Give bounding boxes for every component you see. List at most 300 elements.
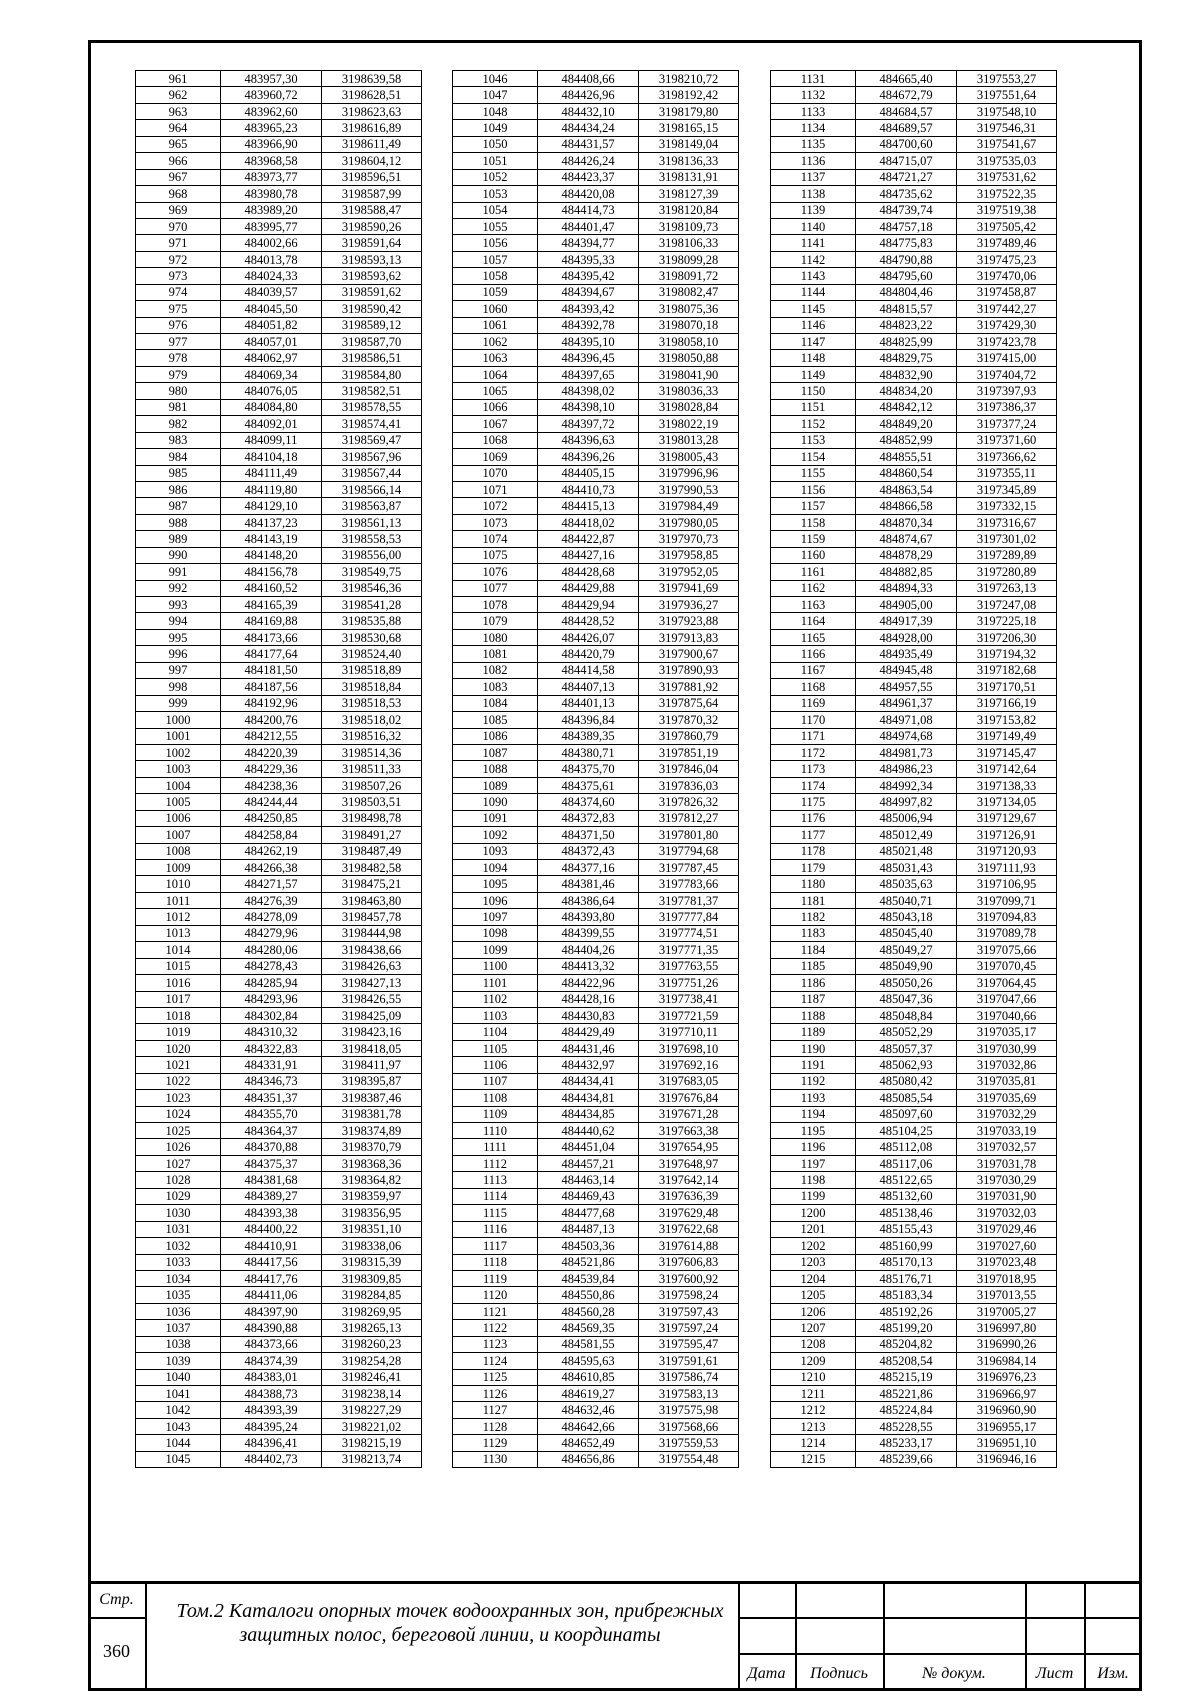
y-coordinate-cell: 3197763,55 [639,958,739,974]
y-coordinate-cell: 3198368,36 [322,1155,422,1171]
point-number-cell: 1214 [771,1435,856,1451]
x-coordinate-cell: 484992,34 [856,777,957,793]
point-number-cell: 1062 [453,334,538,350]
y-coordinate-cell: 3197489,46 [957,235,1057,251]
x-coordinate-cell: 484457,21 [538,1155,639,1171]
point-number-cell: 1090 [453,794,538,810]
x-coordinate-cell: 484266,38 [221,860,322,876]
x-coordinate-cell: 484829,75 [856,350,957,366]
table-row [771,1040,1057,1056]
x-coordinate-cell: 484795,60 [856,268,957,284]
x-coordinate-cell: 485138,46 [856,1205,957,1221]
table-row [771,449,1057,465]
point-number-cell: 1033 [136,1254,221,1270]
point-number-cell: 1168 [771,679,856,695]
point-number-cell: 1027 [136,1155,221,1171]
table-row [771,728,1057,744]
table-row [136,251,422,267]
x-coordinate-cell: 485012,49 [856,827,957,843]
y-coordinate-cell: 3198165,15 [639,120,739,136]
x-coordinate-cell: 484935,49 [856,646,957,662]
table-row [453,103,739,119]
point-number-cell: 1088 [453,761,538,777]
point-number-cell: 1015 [136,958,221,974]
x-coordinate-cell: 484229,36 [221,761,322,777]
x-coordinate-cell: 484418,02 [538,514,639,530]
point-number-cell: 1140 [771,218,856,234]
point-number-cell: 1133 [771,103,856,119]
x-coordinate-cell: 485021,48 [856,843,957,859]
point-number-cell: 1174 [771,777,856,793]
table-row [136,498,422,514]
x-coordinate-cell: 484823,22 [856,317,957,333]
y-coordinate-cell: 3197031,90 [957,1188,1057,1204]
point-number-cell: 1152 [771,416,856,432]
table-row [136,843,422,859]
table-row [453,1418,739,1434]
point-number-cell: 1204 [771,1270,856,1286]
table-row [453,1123,739,1139]
sheet-column-label: Лист [1035,1665,1074,1682]
y-coordinate-cell: 3197355,11 [957,465,1057,481]
table-row [136,186,422,202]
table-row [771,777,1057,793]
y-coordinate-cell: 3197870,32 [639,712,739,728]
y-coordinate-cell: 3197836,03 [639,777,739,793]
point-number-cell: 1156 [771,481,856,497]
table-row [453,1320,739,1336]
x-coordinate-cell: 484413,32 [538,958,639,974]
x-coordinate-cell: 485097,60 [856,1106,957,1122]
table-row [453,794,739,810]
y-coordinate-cell: 3198364,82 [322,1172,422,1188]
table-row [771,1303,1057,1319]
table-row [136,1155,422,1171]
y-coordinate-cell: 3198498,78 [322,810,422,826]
x-coordinate-cell: 485233,17 [856,1435,957,1451]
x-coordinate-cell: 484407,13 [538,679,639,695]
table-row [136,1057,422,1073]
table-row [136,317,422,333]
table-row [136,1369,422,1385]
point-number-cell: 1130 [453,1451,538,1467]
point-number-cell: 1051 [453,153,538,169]
y-coordinate-cell: 3198351,10 [322,1221,422,1237]
y-coordinate-cell: 3198457,78 [322,909,422,925]
table-row [771,153,1057,169]
x-coordinate-cell: 484396,84 [538,712,639,728]
x-coordinate-cell: 484832,90 [856,366,957,382]
point-number-cell: 1017 [136,991,221,1007]
point-number-cell: 1069 [453,449,538,465]
point-number-cell: 1000 [136,712,221,728]
x-coordinate-cell: 484375,61 [538,777,639,793]
table-row [136,399,422,415]
y-coordinate-cell: 3198546,36 [322,580,422,596]
y-coordinate-cell: 3198127,39 [639,186,739,202]
x-coordinate-cell: 484397,72 [538,416,639,432]
point-number-cell: 1073 [453,514,538,530]
coordinates-table-column-1 [135,70,418,1468]
x-coordinate-cell: 484427,16 [538,547,639,563]
point-number-cell: 1126 [453,1386,538,1402]
table-row [771,975,1057,991]
table-row [771,695,1057,711]
point-number-cell: 1059 [453,284,538,300]
table-row [453,235,739,251]
point-number-cell: 1177 [771,827,856,843]
table-row [771,1336,1057,1352]
x-coordinate-cell: 485155,43 [856,1221,957,1237]
table-row [136,120,422,136]
table-row [136,103,422,119]
date-column-label: Дата [747,1665,786,1682]
y-coordinate-cell: 3197111,93 [957,860,1057,876]
point-number-cell: 988 [136,514,221,530]
point-number-cell: 1010 [136,876,221,892]
point-number-cell: 1057 [453,251,538,267]
y-coordinate-cell: 3197030,29 [957,1172,1057,1188]
x-coordinate-cell: 484775,83 [856,235,957,251]
point-number-cell: 1139 [771,202,856,218]
table-row [136,629,422,645]
x-coordinate-cell: 485204,82 [856,1336,957,1352]
table-row [771,87,1057,103]
x-coordinate-cell: 484672,79 [856,87,957,103]
point-number-cell: 1049 [453,120,538,136]
table-row [453,1007,739,1023]
y-coordinate-cell: 3197583,13 [639,1386,739,1402]
table-row [136,1451,422,1467]
point-number-cell: 1164 [771,613,856,629]
point-number-cell: 1041 [136,1386,221,1402]
point-number-cell: 1189 [771,1024,856,1040]
point-number-cell: 1081 [453,646,538,662]
point-number-cell: 1176 [771,810,856,826]
y-coordinate-cell: 3197642,14 [639,1172,739,1188]
x-coordinate-cell: 484404,26 [538,942,639,958]
x-coordinate-cell: 484396,45 [538,350,639,366]
x-coordinate-cell: 485006,94 [856,810,957,826]
y-coordinate-cell: 3198374,89 [322,1123,422,1139]
y-coordinate-cell: 3197738,41 [639,991,739,1007]
y-coordinate-cell: 3197851,19 [639,744,739,760]
y-coordinate-cell: 3197013,55 [957,1287,1057,1303]
x-coordinate-cell: 484434,24 [538,120,639,136]
x-coordinate-cell: 484057,01 [221,334,322,350]
y-coordinate-cell: 3198356,95 [322,1205,422,1221]
x-coordinate-cell: 484392,78 [538,317,639,333]
table-row [453,1106,739,1122]
x-coordinate-cell: 485215,19 [856,1369,957,1385]
y-coordinate-cell: 3197990,53 [639,481,739,497]
x-coordinate-cell: 484451,04 [538,1139,639,1155]
point-number-cell: 1036 [136,1303,221,1319]
table-row [771,383,1057,399]
table-row [771,1221,1057,1237]
table-row [136,876,422,892]
point-number-cell: 1072 [453,498,538,514]
table-row [136,1238,422,1254]
y-coordinate-cell: 3197522,35 [957,186,1057,202]
y-coordinate-cell: 3197586,74 [639,1369,739,1385]
y-coordinate-cell: 3197568,66 [639,1418,739,1434]
x-coordinate-cell: 484422,87 [538,531,639,547]
point-number-cell: 1106 [453,1057,538,1073]
y-coordinate-cell: 3198221,02 [322,1418,422,1434]
table-row [136,1386,422,1402]
x-coordinate-cell: 485035,63 [856,876,957,892]
point-number-cell: 992 [136,580,221,596]
table-row [136,350,422,366]
point-number-cell: 1180 [771,876,856,892]
x-coordinate-cell: 485049,27 [856,942,957,958]
y-coordinate-cell: 3197247,08 [957,597,1057,613]
table-row [136,991,422,1007]
y-coordinate-cell: 3198411,97 [322,1057,422,1073]
y-coordinate-cell: 3198050,88 [639,350,739,366]
y-coordinate-cell: 3198269,95 [322,1303,422,1319]
table-row [453,1402,739,1418]
point-number-cell: 1141 [771,235,856,251]
y-coordinate-cell: 3197913,83 [639,629,739,645]
table-row [136,153,422,169]
table-row [453,120,739,136]
table-row [136,777,422,793]
point-number-cell: 1187 [771,991,856,1007]
table-row [453,975,739,991]
x-coordinate-cell: 484414,73 [538,202,639,218]
x-coordinate-cell: 484280,06 [221,942,322,958]
point-number-cell: 991 [136,564,221,580]
point-number-cell: 1012 [136,909,221,925]
table-row [453,810,739,826]
table-row [771,514,1057,530]
y-coordinate-cell: 3197559,53 [639,1435,739,1451]
y-coordinate-cell: 3197875,64 [639,695,739,711]
y-coordinate-cell: 3198075,36 [639,301,739,317]
y-coordinate-cell: 3198131,91 [639,169,739,185]
table-row [771,416,1057,432]
y-coordinate-cell: 3198628,51 [322,87,422,103]
point-number-cell: 1202 [771,1238,856,1254]
table-row [771,218,1057,234]
y-coordinate-cell: 3198588,47 [322,202,422,218]
table-row [136,1435,422,1451]
x-coordinate-cell: 484957,55 [856,679,957,695]
x-coordinate-cell: 484386,64 [538,892,639,908]
table-row [453,843,739,859]
x-coordinate-cell: 485043,18 [856,909,957,925]
table-row [771,712,1057,728]
x-coordinate-cell: 484870,34 [856,514,957,530]
table-row [453,547,739,563]
point-number-cell: 1029 [136,1188,221,1204]
y-coordinate-cell: 3197531,62 [957,169,1057,185]
y-coordinate-cell: 3196976,23 [957,1369,1057,1385]
point-number-cell: 1115 [453,1205,538,1221]
x-coordinate-cell: 484137,23 [221,514,322,530]
y-coordinate-cell: 3196960,90 [957,1402,1057,1418]
table-row [453,712,739,728]
table-row [453,613,739,629]
x-coordinate-cell: 484434,41 [538,1073,639,1089]
x-coordinate-cell: 484156,78 [221,564,322,580]
y-coordinate-cell: 3198561,13 [322,514,422,530]
x-coordinate-cell: 484013,78 [221,251,322,267]
table-row [771,1435,1057,1451]
x-coordinate-cell: 484111,49 [221,465,322,481]
x-coordinate-cell: 484397,90 [221,1303,322,1319]
y-coordinate-cell: 3198487,49 [322,843,422,859]
point-number-cell: 1160 [771,547,856,563]
point-number-cell: 1066 [453,399,538,415]
table-row [453,87,739,103]
x-coordinate-cell: 484428,68 [538,564,639,580]
x-coordinate-cell: 484181,50 [221,662,322,678]
x-coordinate-cell: 484278,43 [221,958,322,974]
y-coordinate-cell: 3197371,60 [957,432,1057,448]
table-row [136,695,422,711]
table-row [771,1057,1057,1073]
table-row [136,1007,422,1023]
y-coordinate-cell: 3198338,06 [322,1238,422,1254]
y-coordinate-cell: 3197551,64 [957,87,1057,103]
point-number-cell: 1144 [771,284,856,300]
table-row [453,1238,739,1254]
table-row [771,1451,1057,1467]
point-number-cell: 1105 [453,1040,538,1056]
point-number-cell: 1190 [771,1040,856,1056]
y-coordinate-cell: 3197032,57 [957,1139,1057,1155]
y-coordinate-cell: 3197332,15 [957,498,1057,514]
point-number-cell: 964 [136,120,221,136]
x-coordinate-cell: 485040,71 [856,892,957,908]
x-coordinate-cell: 484396,63 [538,432,639,448]
table-row [136,1254,422,1270]
x-coordinate-cell: 484423,37 [538,169,639,185]
x-coordinate-cell: 484610,85 [538,1369,639,1385]
x-coordinate-cell: 485239,66 [856,1451,957,1467]
point-number-cell: 1125 [453,1369,538,1385]
y-coordinate-cell: 3198578,55 [322,399,422,415]
point-number-cell: 1184 [771,942,856,958]
y-coordinate-cell: 3198444,98 [322,925,422,941]
x-coordinate-cell: 484220,39 [221,744,322,760]
x-coordinate-cell: 484410,91 [221,1238,322,1254]
point-number-cell: 1028 [136,1172,221,1188]
point-number-cell: 978 [136,350,221,366]
y-coordinate-cell: 3197035,81 [957,1073,1057,1089]
point-number-cell: 1211 [771,1386,856,1402]
y-coordinate-cell: 3197890,93 [639,662,739,678]
x-coordinate-cell: 484394,67 [538,284,639,300]
y-coordinate-cell: 3197031,78 [957,1155,1057,1171]
y-coordinate-cell: 3198524,40 [322,646,422,662]
y-coordinate-cell: 3197941,69 [639,580,739,596]
point-number-cell: 1179 [771,860,856,876]
point-number-cell: 1022 [136,1073,221,1089]
table-row [771,564,1057,580]
table-row [771,169,1057,185]
point-number-cell: 1078 [453,597,538,613]
y-coordinate-cell: 3198590,42 [322,301,422,317]
point-number-cell: 1205 [771,1287,856,1303]
table-row [453,1024,739,1040]
y-coordinate-cell: 3198566,14 [322,481,422,497]
y-coordinate-cell: 3198596,51 [322,169,422,185]
point-number-cell: 1032 [136,1238,221,1254]
document-title [150,1599,750,1647]
y-coordinate-cell: 3197429,30 [957,317,1057,333]
table-row [453,383,739,399]
point-number-cell: 1034 [136,1270,221,1286]
point-number-cell: 1047 [453,87,538,103]
x-coordinate-cell: 484395,33 [538,251,639,267]
y-coordinate-cell: 3197263,13 [957,580,1057,596]
x-coordinate-cell: 484874,67 [856,531,957,547]
x-coordinate-cell: 484364,37 [221,1123,322,1139]
table-row [136,1418,422,1434]
point-number-cell: 1120 [453,1287,538,1303]
y-coordinate-cell: 3198091,72 [639,268,739,284]
point-number-cell: 1116 [453,1221,538,1237]
table-row [136,218,422,234]
x-coordinate-cell: 484402,73 [221,1451,322,1467]
table-row [136,744,422,760]
y-coordinate-cell: 3197047,66 [957,991,1057,1007]
point-number-cell: 972 [136,251,221,267]
x-coordinate-cell: 485160,99 [856,1238,957,1254]
point-number-cell: 966 [136,153,221,169]
y-coordinate-cell: 3197629,48 [639,1205,739,1221]
point-number-cell: 1061 [453,317,538,333]
x-coordinate-cell: 484863,54 [856,481,957,497]
table-row [136,564,422,580]
title-line-2: защитных полос, береговой линии, и координаты [239,1624,661,1646]
point-number-cell: 1031 [136,1221,221,1237]
table-row [771,843,1057,859]
y-coordinate-cell: 3197099,71 [957,892,1057,908]
x-coordinate-cell: 484429,49 [538,1024,639,1040]
x-coordinate-cell: 484039,57 [221,284,322,300]
x-coordinate-cell: 484426,07 [538,629,639,645]
point-number-cell: 963 [136,103,221,119]
point-number-cell: 1209 [771,1353,856,1369]
point-number-cell: 1100 [453,958,538,974]
point-number-cell: 1151 [771,399,856,415]
table-row [771,334,1057,350]
point-number-cell: 1071 [453,481,538,497]
table-row [453,925,739,941]
x-coordinate-cell: 484370,88 [221,1139,322,1155]
y-coordinate-cell: 3198082,47 [639,284,739,300]
y-coordinate-cell: 3198518,84 [322,679,422,695]
y-coordinate-cell: 3198589,12 [322,317,422,333]
y-coordinate-cell: 3198535,88 [322,613,422,629]
table-row [136,1073,422,1089]
point-number-cell: 1165 [771,629,856,645]
x-coordinate-cell: 484408,66 [538,71,639,87]
table-row [453,860,739,876]
y-coordinate-cell: 3197032,29 [957,1106,1057,1122]
x-coordinate-cell: 484434,81 [538,1090,639,1106]
y-coordinate-cell: 3197535,03 [957,153,1057,169]
point-number-cell: 1064 [453,366,538,382]
x-coordinate-cell: 484395,10 [538,334,639,350]
point-number-cell: 1070 [453,465,538,481]
x-coordinate-cell: 484375,37 [221,1155,322,1171]
